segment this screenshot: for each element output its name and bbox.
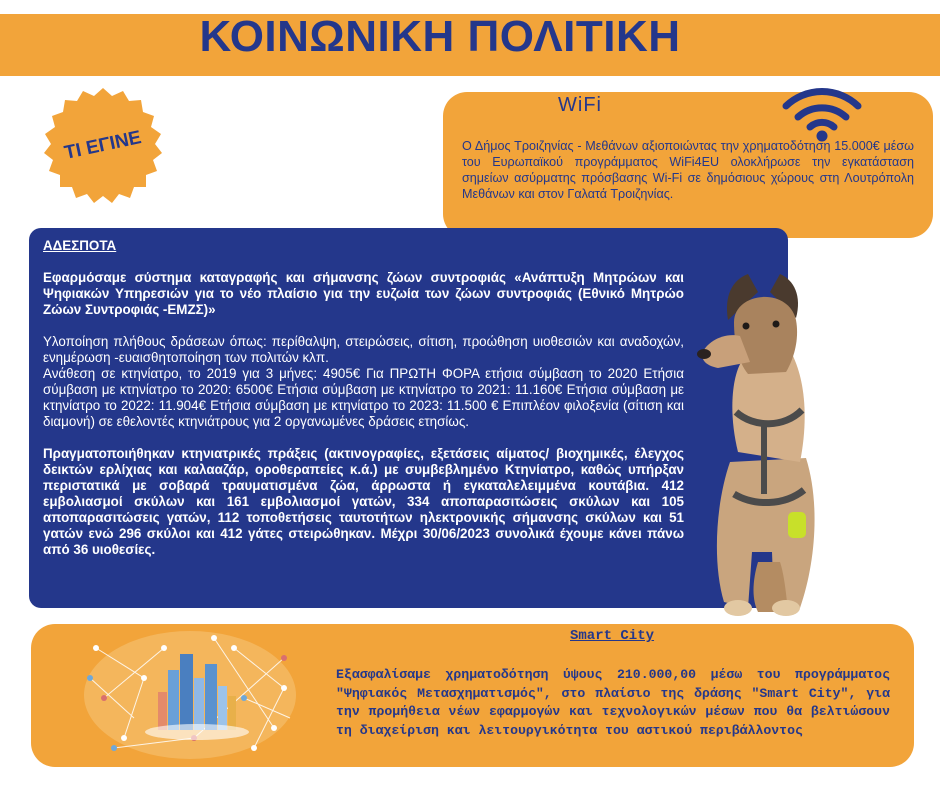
- badge-label: ΤΙ ΕΓΙΝΕ: [62, 127, 144, 164]
- page-title: ΚΟΙΝΩΝΙΚΗ ΠΟΛΙΤΙΚΗ: [199, 12, 681, 61]
- smart-city-title: Smart City: [570, 628, 655, 644]
- stray-animals-panel: [29, 228, 788, 608]
- stray-registry-paragraph: Εφαρμόσαμε σύστημα καταγραφής και σήμανσης ζώων συντροφιάς «Ανάπτυξη Μητρώων και Ψηφιακών Υπηρεσιών για το νέο πλαίσιο για την ευζωία των ζώων συντροφιάς (Εθνικό Μητρώο Ζώων Συντροφιάς -ΕΜΖΣ)»: [43, 270, 684, 317]
- smart-city-text: Εξασφαλίσαμε χρηματοδότηση ύψους 210.000,00 μέσω του προγράμματος "Ψηφιακός Μετασχηματισμός", στο πλαίσιο της δράσης "Smart City", για την προμήθεια νέων εφαρμογών και τεχνολογικών μέσων που θα βελτιώσουν τη διαχείριση και λειτουργικότητα του αστικού περιβάλλοντος: [336, 667, 890, 738]
- stray-contracts-paragraph: Ανάθεση σε κτηνίατρο, το 2019 για 3 μήνες: 4905€ Για ΠΡΩΤΗ ΦΟΡΑ ετήσια σύμβαση το 2020 Ετήσια σύμβαση με κτηνίατρο το 2020: 6500€ Ετήσια σύμβαση με κτηνίατρο το 2021: 11.160€ Ετήσια σύμβαση με κτηνίατρο το 2022: 11.904€ Ετήσια σύμβαση με κτηνίατρο το 2023: 11.500 € Επιπλέον φιλοξενία (σίτιση και διαμονή) σε εθελοντές κτηνιάτρους για 2 οργανωμένες δράσεις ετησίως.: [43, 366, 684, 429]
- wifi-icon: [782, 80, 862, 142]
- stray-vet-paragraph: Πραγματοποιήθηκαν κτηνιατρικές πράξεις (ακτινογραφίες, εξετάσεις αίματος/ βιοχημικές, έλεγχος δεικτών ερλίχιας και καλααζάρ, οροθεραπείες κ.ά.) με συμβεβλημένο Κτηνίατρο, καθώς υπήρξαν περιστατικά με σοβαρά τραυματισμένα ζώα, άρρωστα ή εγκαταλελειμμένα κουτάβια. 412 εμβολιασμοί σκύλων και 161 εμβολιασμοί γατών, 334 αποπαρασιτώσεις σκύλων και 105 αποπαρασιτώσεις γατών, 112 τοποθετήσεις ταυτοτήτων ηλεκτρονικής σήμανσης σκύλων και 51 γατών ενώ 296 σκύλοι και 412 γάτες στειρώθηκαν. Μέχρι 30/06/2023 συνολικά έχουμε κάνει πάνω από 36 υιοθεσίες.: [43, 446, 684, 557]
- dog-photo: [688, 262, 836, 622]
- stray-heading: ΑΔΕΣΠΟΤΑ: [43, 238, 117, 253]
- stray-content: [43, 238, 684, 574]
- wifi-title: WiFi: [558, 94, 602, 116]
- smart-city-illustration: [84, 628, 296, 762]
- wifi-text: Ο Δήμος Τροιζηνίας - Μεθάνων αξιοποιώντας την χρηματοδότηση 15.000€ μέσω του Ευρωπαϊκού προγράμματος WiFi4EU ολοκλήρωσε την εγκατάσταση σημείων ασύρματης πρόσβασης Wi-Fi σε δημόσιους χώρους στη Λουτρόπολη Μεθάνων και στον Γαλατά Τροιζηνίας.: [462, 139, 914, 201]
- stray-actions-paragraph: Υλοποίηση πλήθους δράσεων όπως: περίθαλψη, στειρώσεις, σίτιση, προώθηση υιοθεσιών και αναδοχών, ενημέρωση -ευαισθητοποίηση των πολιτών κλπ.: [43, 334, 684, 365]
